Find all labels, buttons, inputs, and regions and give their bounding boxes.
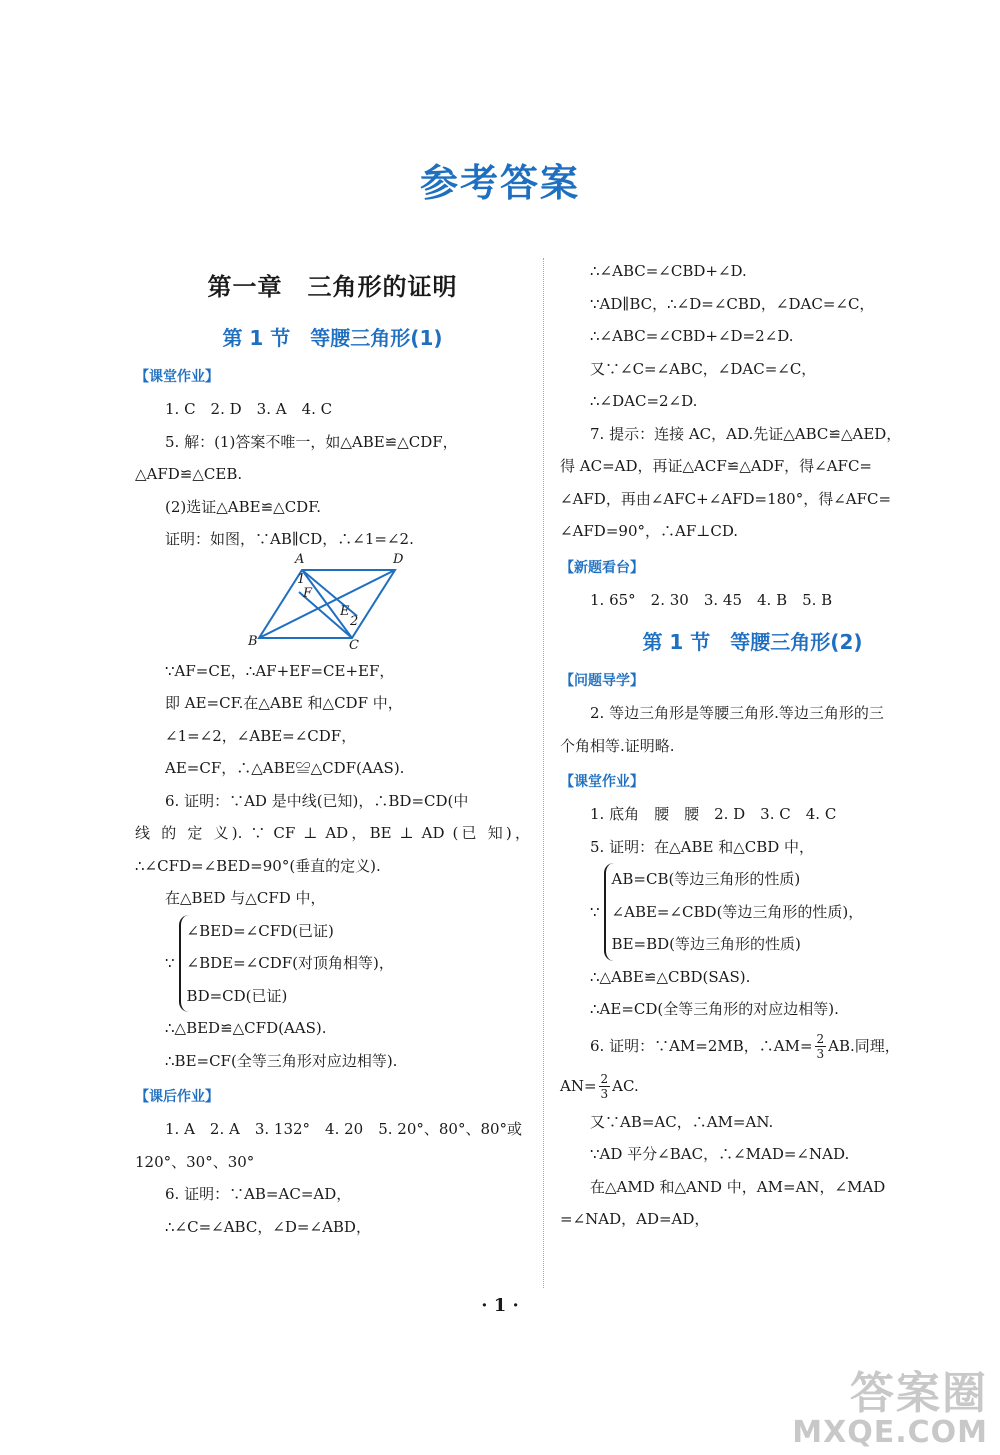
answer-line: (2)选证△ABE≌△CDF. [165, 497, 322, 516]
brace-conditions-2 [560, 863, 945, 961]
answer-line: 2. 等边三角形是等腰三角形.等边三角形的三 [590, 704, 884, 722]
answer-line [560, 1026, 945, 1066]
fraction-numerator: 2 [816, 1032, 825, 1046]
angle-label-2: 2 [350, 613, 359, 629]
condition-line: ∠BED=∠CFD(已证) [186, 921, 334, 940]
fraction-denominator: 3 [816, 1047, 825, 1061]
angle-label-1: 1 [297, 571, 306, 587]
parallelogram-figure [245, 551, 405, 655]
answer-line: 个角相等.证明略. [560, 736, 675, 755]
point-label-f: F [303, 585, 313, 601]
answer-line: 6. 证明：∵AD 是中线(已知)，∴BD=CD(中 [165, 791, 469, 810]
answer-line: 6. 证明：∵AB=AC=AD， [165, 1185, 352, 1203]
answer-line: ∵AD 平分∠BAC，∴∠MAD=∠NAD. [590, 1145, 850, 1163]
answer-line: ∴AE=CD(全等三角形的对应边相等). [590, 1000, 839, 1018]
answer-text: AB.同理， [828, 1036, 900, 1055]
fraction-denominator: 3 [600, 1087, 609, 1101]
answer-line: 又∵∠C=∠ABC，∠DAC=∠C， [590, 359, 817, 378]
tag-classwork: 【课堂作业】 [135, 369, 219, 385]
fraction [815, 1032, 827, 1061]
answer-line: 5. 证明：在△ABE 和△CBD 中， [590, 837, 815, 856]
answer-line: 即 AE=CF.在△ABE 和△CDF 中， [165, 694, 403, 712]
because-symbol: ∵ [165, 954, 175, 973]
answer-text: AC. [612, 1076, 639, 1095]
point-label-e: E [340, 603, 350, 619]
answer-line: ∠1=∠2，∠ABE=∠CDF， [165, 726, 357, 745]
answer-line: 1. 65° 2. 30 3. 45 4. B 5. B [590, 590, 833, 609]
brace-bracket [179, 915, 394, 1013]
answer-line: △AFD≌△CEB. [135, 465, 243, 483]
chapter-heading: 第一章 三角形的证明 [207, 273, 458, 301]
answer-line: ∠AFD，再由∠AFC+∠AFD=180°，得∠AFC= [560, 489, 892, 508]
answer-line: 5. 解：(1)答案不唯一，如△ABE≌△CDF， [165, 432, 458, 451]
column-divider [543, 258, 544, 1288]
vertex-label-c: C [349, 637, 359, 653]
answer-line: ∠AFD=90°，∴AF⊥CD. [560, 522, 739, 540]
because-symbol: ∵ [590, 902, 600, 921]
watermark-url: MXQE.COM [792, 1415, 988, 1450]
left-column [135, 255, 530, 1243]
answer-line [560, 1066, 945, 1106]
tag-new-questions: 【新题看台】 [560, 559, 644, 576]
section-heading-2: 第 1 节 等腰三角形(2) [642, 630, 863, 654]
vertex-label-a: A [295, 551, 305, 567]
condition-line: ∠ABE=∠CBD(等边三角形的性质)， [611, 902, 864, 921]
vertex-label-d: D [393, 551, 404, 567]
answer-line: 1. A 2. A 3. 132° 4. 20 5. 20°、80°、80°或 [165, 1120, 523, 1138]
answer-line: ∴∠C=∠ABC，∠D=∠ABD， [165, 1217, 371, 1236]
condition-line: AB=CB(等边三角形的性质) [611, 870, 801, 888]
answer-line: ∴BE=CF(全等三角形对应边相等). [165, 1051, 398, 1070]
fraction-numerator: 2 [600, 1072, 609, 1086]
answer-line: 7. 提示：连接 AC，AD.先证△ABC≌△AED， [590, 424, 902, 443]
condition-line: BE=BD(等边三角形的性质) [611, 935, 801, 953]
page-number: · 1 · [481, 1295, 519, 1316]
answer-line: =∠NAD，AD=AD， [560, 1210, 710, 1228]
condition-line: BD=CD(已证) [186, 986, 288, 1005]
answer-line: ∵AD∥BC，∴∠D=∠CBD，∠DAC=∠C， [590, 294, 875, 313]
brace-conditions [135, 915, 530, 1013]
tag-homework: 【课后作业】 [135, 1089, 219, 1105]
answer-line: ∴∠ABC=∠CBD+∠D. [590, 262, 747, 280]
fraction [599, 1072, 611, 1101]
parallelogram-diagram [245, 560, 405, 655]
answer-line: ∴△ABE≌△CBD(SAS). [590, 967, 751, 986]
answer-line: 线 的 定 义). ∵ CF ⊥ AD，BE ⊥ AD (已 知)， [135, 824, 530, 842]
answer-text: 6. 证明：∵AM=2MB，∴AM= [590, 1036, 813, 1055]
answer-line: 1. 底角 腰 腰 2. D 3. C 4. C [590, 805, 837, 823]
answer-line: 在△AMD 和△AND 中，AM=AN，∠MAD [590, 1177, 886, 1196]
answer-line: 1. C 2. D 3. A 4. C [165, 400, 333, 418]
watermark-logo: 答案圈 [850, 1368, 988, 1419]
answer-line: 得 AC=AD，再证△ACF≌△ADF，得∠AFC= [560, 457, 872, 475]
answer-line: 在△BED 与△CFD 中， [165, 889, 326, 907]
tag-guide: 【问题导学】 [560, 673, 644, 689]
answer-text: AN= [560, 1076, 597, 1095]
answer-line: 又∵AB=AC，∴AM=AN. [590, 1112, 774, 1131]
watermark [792, 1368, 988, 1450]
page-title: 参考答案 [419, 161, 580, 205]
answer-line: 120°、30°、30° [135, 1152, 255, 1171]
vertex-label-b: B [248, 633, 258, 649]
answer-line: 证明：如图，∵AB∥CD，∴∠1=∠2. [165, 530, 414, 548]
condition-line: ∠BDE=∠CDF(对顶角相等)， [186, 954, 394, 972]
answer-line: ∵AF=CE，∴AF+EF=CE+EF， [165, 661, 395, 680]
right-column [560, 255, 945, 1236]
brace-bracket [604, 863, 864, 961]
answer-line: ∴∠ABC=∠CBD+∠D=2∠D. [590, 327, 794, 345]
answer-line: ∴△BED≌△CFD(AAS). [165, 1019, 327, 1037]
section-heading: 第 1 节 等腰三角形(1) [222, 326, 443, 350]
answer-line: AE=CF，∴△ABE≌△CDF(AAS). [165, 759, 405, 777]
tag-classwork-2: 【课堂作业】 [560, 774, 644, 790]
answer-line: ∴∠CFD=∠BED=90°(垂直的定义). [135, 856, 381, 875]
answer-line: ∴∠DAC=2∠D. [590, 392, 698, 410]
